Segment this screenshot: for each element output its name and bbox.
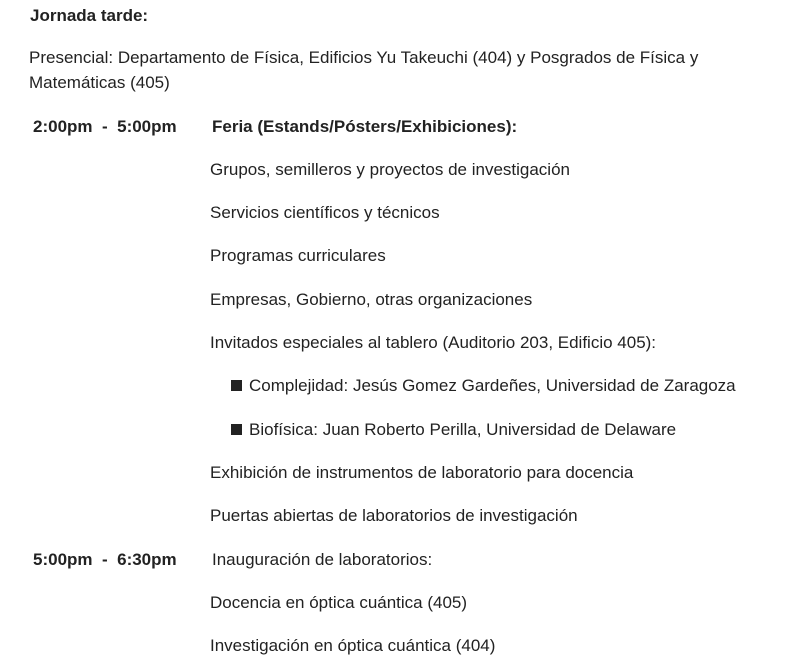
list-item: Investigación en óptica cuántica (404) — [210, 636, 496, 655]
start-time: 5:00pm — [33, 550, 93, 569]
sub-list-item — [231, 419, 676, 441]
section-heading: Jornada tarde: — [30, 6, 149, 25]
square-bullet-icon — [231, 424, 242, 435]
list-item: Exhibición de instrumentos de laboratorio para docencia — [210, 463, 634, 482]
list-item: Servicios científicos y técnicos — [210, 203, 440, 222]
start-time: 2:00pm — [33, 117, 93, 136]
square-bullet-icon — [231, 380, 242, 391]
list-item: Grupos, semilleros y proyectos de investigación — [210, 160, 570, 179]
time-range-2 — [33, 549, 177, 571]
list-item: Empresas, Gobierno, otras organizaciones — [210, 290, 533, 309]
location-line-1: Presencial: Departamento de Física, Edificios Yu Takeuchi (404) y Posgrados de Física y — [29, 48, 699, 67]
sub-item-text: Complejidad: Jesús Gomez Gardeñes, Universidad de Zaragoza — [249, 376, 736, 395]
time-range-1 — [33, 116, 177, 138]
time-separator: - — [101, 117, 108, 136]
sub-item-text: Biofísica: Juan Roberto Perilla, Universidad de Delaware — [249, 420, 677, 439]
list-item: Programas curriculares — [210, 246, 386, 265]
sub-list-item — [231, 375, 736, 397]
list-item: Docencia en óptica cuántica (405) — [210, 593, 468, 612]
end-time: 6:30pm — [117, 550, 177, 569]
block-title-labs: Inauguración de laboratorios: — [212, 550, 433, 569]
time-separator: - — [101, 550, 108, 569]
location-line-2: Matemáticas (405) — [29, 73, 170, 92]
block-title-fair: Feria (Estands/Pósters/Exhibiciones): — [212, 117, 518, 136]
list-item: Puertas abiertas de laboratorios de investigación — [210, 506, 578, 525]
end-time: 5:00pm — [117, 117, 177, 136]
list-item: Invitados especiales al tablero (Auditorio 203, Edificio 405): — [210, 333, 657, 352]
